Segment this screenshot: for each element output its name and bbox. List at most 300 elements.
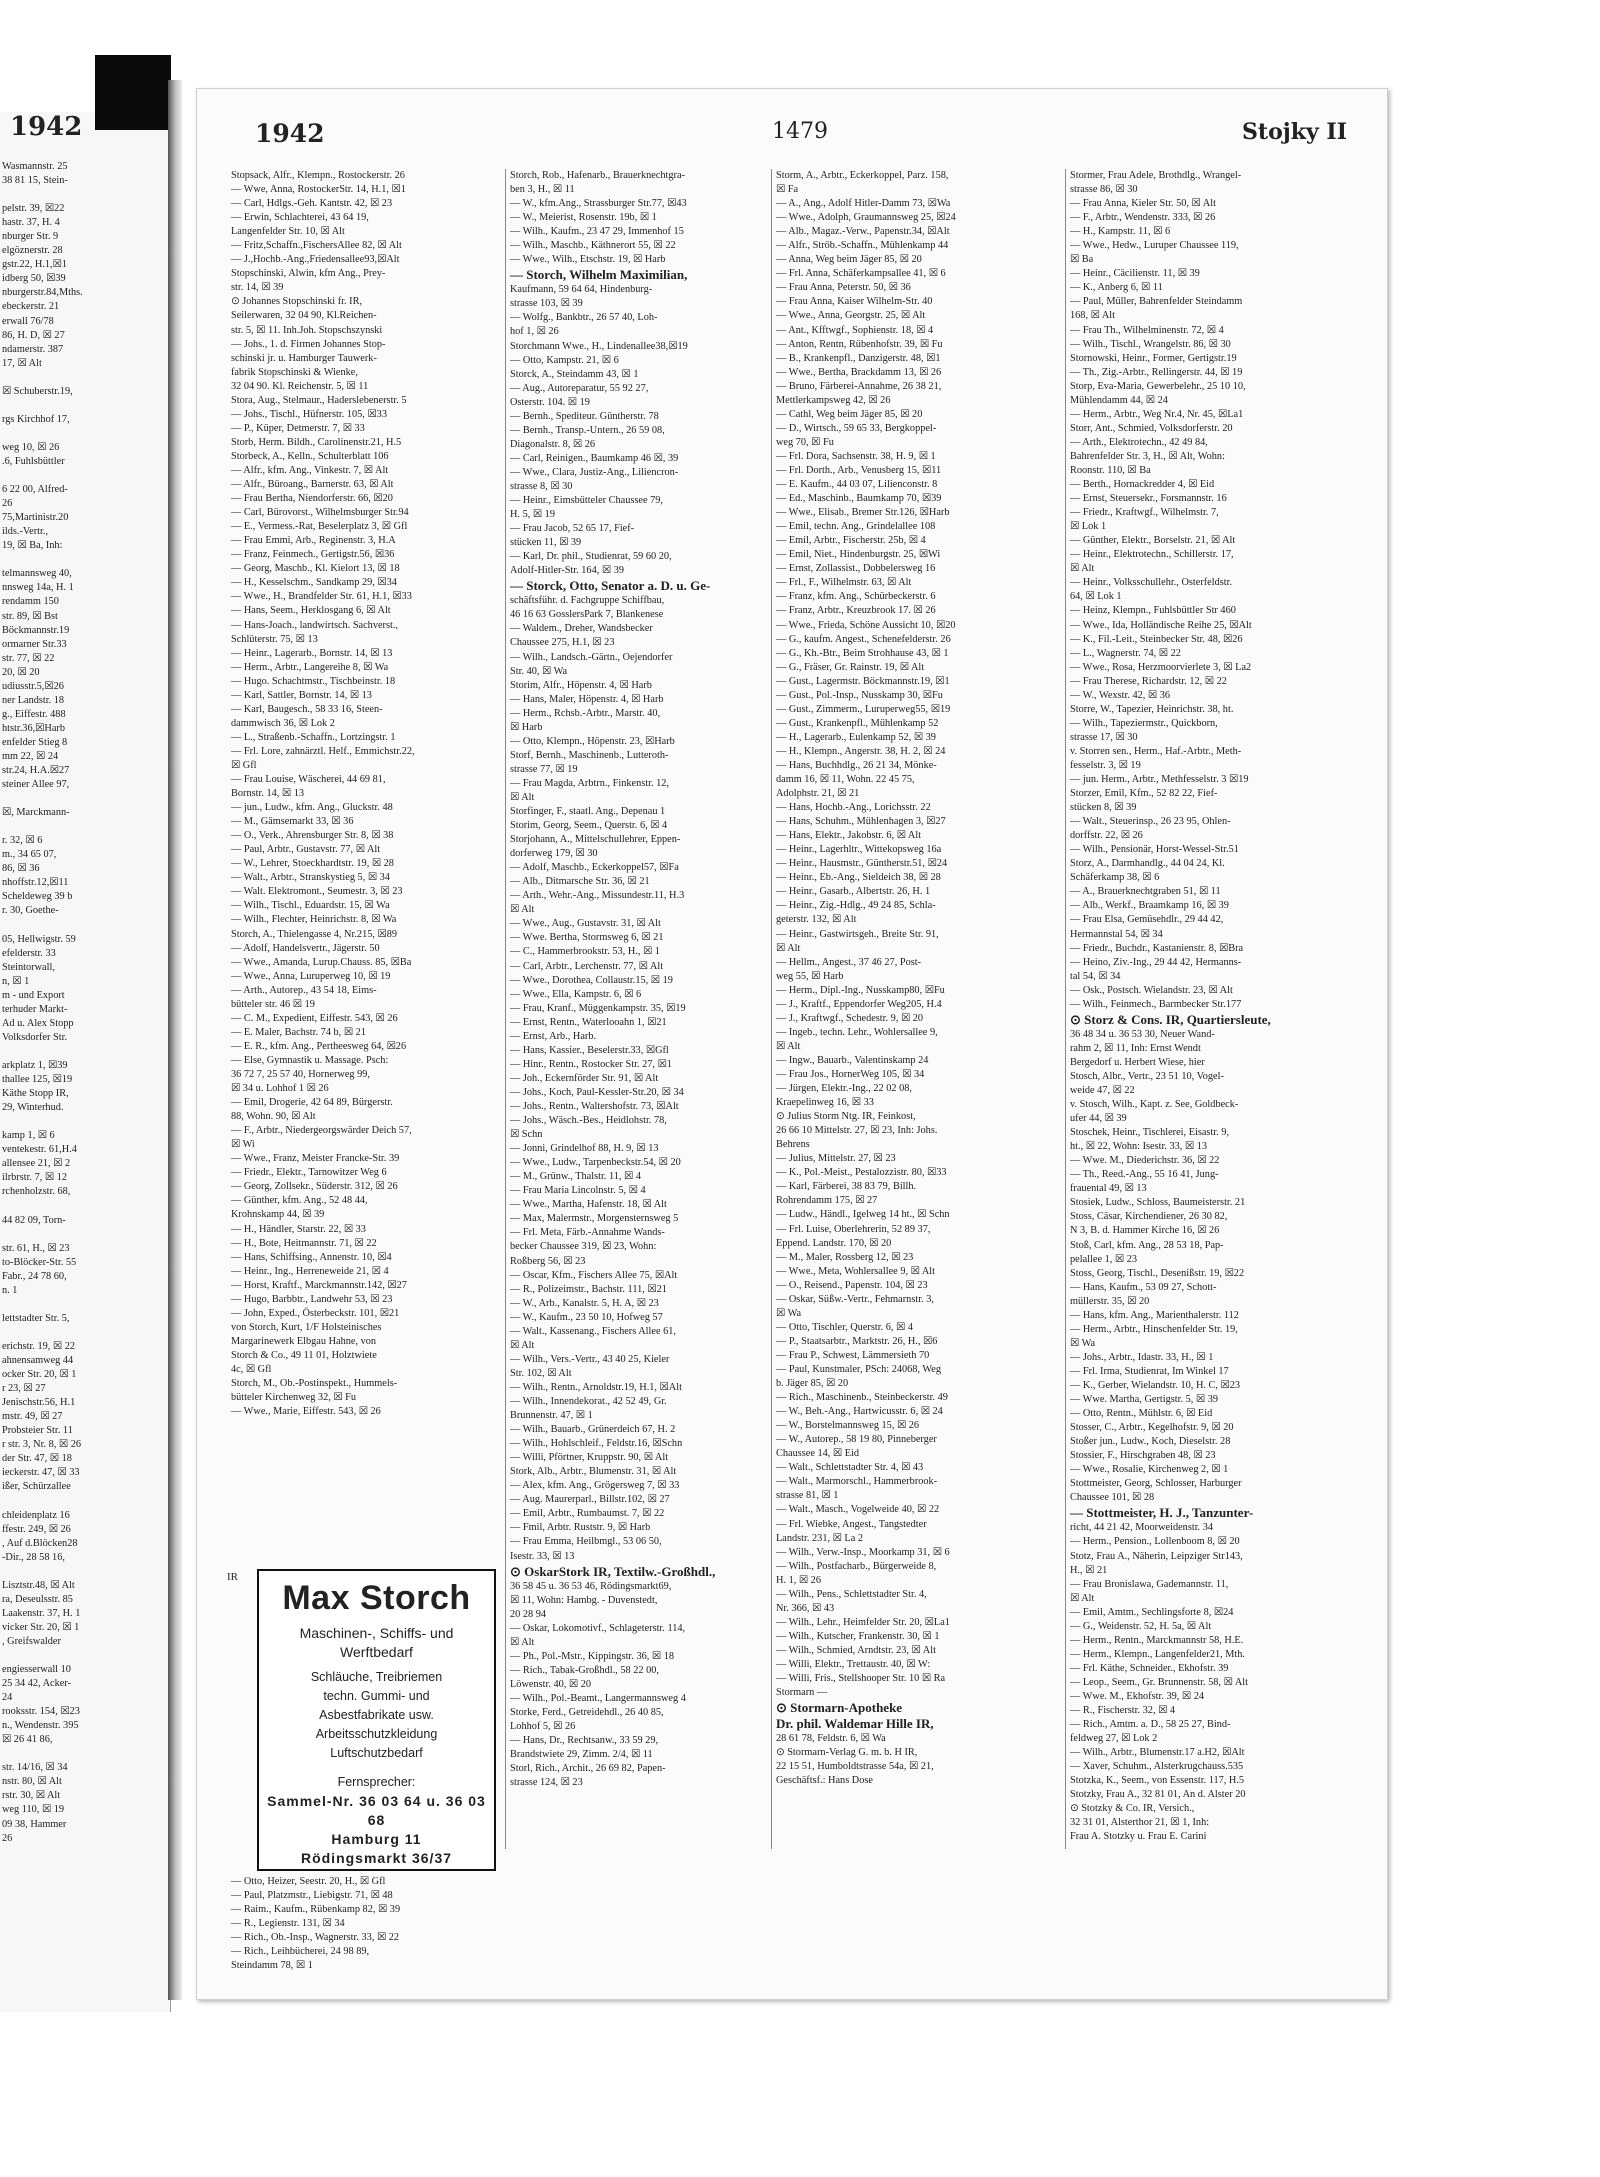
left-page-line: ☒ Schuberstr.19, <box>2 385 73 397</box>
left-page-line: 86, ☒ 36 <box>2 863 40 875</box>
left-page-line: arkplatz 1, ☒39 <box>2 1060 68 1071</box>
directory-entry-line: — E. R., kfm. Ang., Pertheesweg 64, ☒26 <box>231 1040 407 1052</box>
left-page-line: rendamm 150 <box>2 596 59 608</box>
directory-entry-line: — W., Beh.-Ang., Hartwicusstr. 6, ☒ 24 <box>776 1406 943 1418</box>
directory-entry-line: — jun. Herm., Arbtr., Methfesselstr. 3 ☒19 <box>1070 774 1249 786</box>
left-page-line: ahnensamweg 44 <box>2 1354 74 1366</box>
directory-entry-line: — Max, Malermstr., Morgensternsweg 5 <box>510 1213 679 1225</box>
directory-entry-line: — H., Händler, Starstr. 22, ☒ 33 <box>231 1223 366 1235</box>
directory-entry-line: — Wilh., Pens., Schlettstadter Str. 4, <box>776 1588 927 1600</box>
directory-entry-line: — W., Lehrer, Stoeckhardtstr. 19, ☒ 28 <box>231 858 394 870</box>
left-page-line: 25 34 42, Acker- <box>2 1678 71 1690</box>
directory-entry-line: — Hans-Joach., landwirtsch. Sachverst., <box>231 619 398 631</box>
directory-entry-line: — Cathl, Weg beim Jäger 85, ☒ 20 <box>776 408 923 420</box>
directory-entry-line: bütteler Kirchenweg 32, ☒ Fu <box>231 1392 357 1404</box>
directory-entry-line: — Karl, Sattler, Bornstr. 14, ☒ 13 <box>231 689 372 701</box>
directory-entry-line: H. 5, ☒ 19 <box>510 509 555 521</box>
directory-entry-line: — Walt., Arbtr., Stranskystieg 5, ☒ 34 <box>231 872 390 884</box>
directory-entry-line: ☒ Fa <box>776 184 799 196</box>
directory-entry-line: — Ernst, Zollassist., Dobbelersweg 16 <box>776 563 936 575</box>
directory-entry-line: — Franz, Feinmech., Gertigstr.56, ☒36 <box>231 549 395 561</box>
directory-entry-line: — Emil, Arbtr., Fischerstr. 25b, ☒ 4 <box>776 535 926 547</box>
directory-entry-line: — Heinr., Cäcilienstr. 11, ☒ 39 <box>1070 268 1200 280</box>
left-page-line: mm 22, ☒ 24 <box>2 750 59 762</box>
directory-entry-line: Storjohann, A., Mittelschullehrer, Eppen- <box>510 834 681 846</box>
directory-entry-line: Stormer, Frau Adele, Brothdlg., Wrangel- <box>1070 170 1242 181</box>
directory-entry-line: 32 31 01, Alsterthor 21, ☒ 1, Inh: <box>1070 1817 1210 1829</box>
directory-entry-line: — P., Staatsarbtr., Marktstr. 26, H., ☒6 <box>776 1335 938 1347</box>
directory-entry-line: — Friedr., Buchdr., Kastanienstr. 8, ☒Bra <box>1070 942 1244 954</box>
directory-entry-line: — Karl, Dr. phil., Studienrat, 59 60 20, <box>510 551 672 563</box>
left-page-line: weg 10, ☒ 26 <box>2 441 60 453</box>
left-page-line: idberg 50, ☒39 <box>2 273 66 285</box>
directory-entry-line: Mettlerkampsweg 42, ☒ 26 <box>776 394 891 406</box>
directory-entry-line: — Wwe., Anna, Georgstr. 25, ☒ Alt <box>776 310 926 322</box>
left-page-line: 29, Winterhud. <box>2 1102 64 1114</box>
left-page-line: lettstadter Str. 5, <box>2 1312 70 1324</box>
directory-entry-line: ☒ Alt <box>510 904 535 916</box>
directory-entry-line: — Wwe. M., Ekhofstr. 39, ☒ 24 <box>1070 1690 1205 1702</box>
directory-entry-line: — Ernst, Steuersekr., Forsmannstr. 16 <box>1070 493 1227 505</box>
directory-entry-line: Storl, Rich., Archit., 26 69 82, Papen- <box>510 1763 666 1775</box>
directory-entry-line: — Raim., Kaufm., Rübenkamp 82, ☒ 39 <box>231 1904 401 1916</box>
directory-entry-line: — Wwe., H., Brandfelder Str. 61, H.1, ☒33 <box>231 591 412 603</box>
directory-entry-line: — B., Krankenpfl., Danzigerstr. 48, ☒1 <box>776 352 941 364</box>
directory-entry-line: — Herm., Rchsb.-Arbtr., Marstr. 40, <box>510 707 661 719</box>
directory-entry-line: — K., Anberg 6, ☒ 11 <box>1070 282 1163 294</box>
directory-entry-line: — Herm., Arbtr., Weg Nr.4, Nr. 45, ☒La1 <box>1070 408 1244 420</box>
directory-entry-line: ☒ Wi <box>231 1139 255 1151</box>
left-page-line: der Str. 47, ☒ 18 <box>2 1453 72 1465</box>
directory-entry-line: — Frau Bertha, Niendorferstr. 66, ☒20 <box>231 493 393 505</box>
directory-entry-line: Stopsack, Alfr., Klempn., Rostockerstr. 26 <box>231 170 405 181</box>
directory-entry-line: — Alfr., Ströb.-Schaffn., Mühlenkamp 44 <box>776 240 949 252</box>
directory-entry-line: — C., Hammerbrookstr. 53, H., ☒ 1 <box>510 946 660 958</box>
directory-entry-line: — A., Brauerknechtgraben 51, ☒ 11 <box>1070 886 1221 898</box>
left-page-line: 6 22 00, Alfred- <box>2 484 68 496</box>
directory-entry-line: — Hans, Kaufm., 53 09 27, Schott- <box>1070 1281 1217 1293</box>
left-page-line: nburger Str. 9 <box>2 231 59 243</box>
left-page-line: 09 38, Hammer <box>2 1818 67 1830</box>
directory-entry-line: ☒ 11, Wohn: Hambg. - Duvenstedt, <box>510 1594 658 1606</box>
directory-entry-line: Stoss, Cäsar, Kirchendiener, 26 30 82, <box>1070 1211 1228 1223</box>
directory-entry-line: — W., Autorep., 58 19 80, Pinneberger <box>776 1434 937 1446</box>
directory-entry-line: Roonstr. 110, ☒ Ba <box>1070 464 1151 476</box>
directory-entry-line: — Wilh., Pol.-Beamt., Langermannsweg 4 <box>510 1692 686 1704</box>
directory-entry-line: — Wolfg., Bankbtr., 26 57 40, Loh- <box>510 312 658 324</box>
directory-entry-line: — Wilh., Vers.-Vertr., 43 40 25, Kieler <box>510 1353 670 1365</box>
directory-entry-line: — Alb., Ditmarsche Str. 36, ☒ 21 <box>510 876 650 888</box>
directory-entry-line: Schlüterstr. 75, ☒ 13 <box>231 633 318 645</box>
directory-entry-line: — Johs., Arbtr., Idastr. 33, H., ☒ 1 <box>1070 1351 1214 1363</box>
directory-entry-line: — Herm., Dipl.-Ing., Nusskamp80, ☒Fu <box>776 984 945 996</box>
directory-entry-line: — Hans, Maler, Höpenstr. 4, ☒ Harb <box>510 693 664 705</box>
directory-entry-line: — Günther, Elektr., Borselstr. 21, ☒ Alt <box>1070 535 1236 547</box>
directory-entry-line: Storim, Georg, Seem., Querstr. 6, ☒ 4 <box>510 820 668 832</box>
directory-entry-line: — Walt., Steuerinsp., 26 23 95, Ohlen- <box>1070 816 1231 828</box>
directory-entry-line: — C. M., Expedient, Eiffestr. 543, ☒ 26 <box>231 1012 398 1024</box>
directory-entry-line: ☒ Ba <box>1070 254 1094 266</box>
directory-entry-line: — Frau Louise, Wäscherei, 44 69 81, <box>231 774 386 786</box>
left-page-line <box>2 399 167 413</box>
directory-entry-line: Storch, M., Ob.-Postinspekt., Hummels- <box>231 1378 398 1390</box>
directory-entry-line: — Erwin, Schlachterei, 43 64 19, <box>231 212 369 224</box>
max-storch-advertisement <box>257 1569 496 1871</box>
directory-entry-line: Stoschek, Heinr., Tischlerei, Eisastr. 9, <box>1070 1127 1230 1139</box>
directory-entry-line: — Karl, Baugesch., 58 33 16, Steen- <box>231 703 383 715</box>
directory-entry-line: Langenfelder Str. 10, ☒ Alt <box>231 226 345 238</box>
directory-entry-line: — Wilh., Landsch.-Gärtn., Oejendorfer <box>510 651 673 663</box>
directory-entry-line: — L., Straßenb.-Schaffn., Lortzingstr. 1 <box>231 731 396 743</box>
directory-entry-line: — Ant., Kfftwgf., Sophienstr. 18, ☒ 4 <box>776 324 934 336</box>
directory-entry-line: ☒ Alt <box>510 791 535 803</box>
directory-entry-line: Bergedorf u. Herbert Wiese, hier <box>1070 1056 1205 1068</box>
left-page-line: steiner Allee 97, <box>2 779 70 791</box>
directory-entry-line: — M., Gämsemarkt 33, ☒ 36 <box>231 816 354 828</box>
column-1 <box>231 169 501 1557</box>
directory-entry-line: — Wwe. Martha, Gertigstr. 5, ☒ 39 <box>1070 1394 1219 1406</box>
left-page-line <box>2 1298 167 1312</box>
directory-entry-line: — Wwe., Clara, Justiz-Ang., Liliencron- <box>510 466 679 478</box>
directory-entry-line: ☒ Alt <box>776 1040 801 1052</box>
left-page-line: ilds.-Vertr., <box>2 526 49 538</box>
directory-entry-line: geterstr. 132, ☒ Alt <box>776 914 857 926</box>
directory-entry-line: — Wwe., Elisab., Bremer Str.126, ☒Harb <box>776 507 950 519</box>
ad-line: Schläuche, Treibriemen <box>310 1670 443 1684</box>
left-page-line <box>2 820 167 834</box>
left-page-line: ☒ 26 41 86, <box>2 1734 53 1746</box>
directory-entry-line: — Hugo, Barbbtr., Landwehr 53, ☒ 23 <box>231 1293 393 1305</box>
directory-entry-line: — Franz, kfm. Ang., Schürbeckerstr. 6 <box>776 591 936 603</box>
directory-entry-line: — Wilh., Lehr., Heimfelder Str. 20, ☒La1 <box>776 1616 950 1628</box>
directory-entry-line: — Wwe., Franz, Meister Francke-Str. 39 <box>231 1153 400 1165</box>
directory-page <box>196 88 1388 2000</box>
directory-entry-line: Adolf-Hitler-Str. 164, ☒ 39 <box>510 565 624 577</box>
directory-entry-line: Bornstr. 14, ☒ 13 <box>231 788 305 800</box>
directory-entry-line: frauental 49, ☒ 13 <box>1070 1183 1147 1195</box>
directory-entry-line: Geschäftsf.: Hans Dose <box>776 1775 873 1787</box>
directory-entry-line: Kaufmann, 59 64 64, Hindenburg- <box>510 284 653 296</box>
directory-entry-line: Storbeck, A., Kelln., Schulterblatt 106 <box>231 450 389 462</box>
directory-entry-line: — Th., Zig.-Arbtr., Rellingerstr. 44, ☒ 19 <box>1070 366 1243 378</box>
directory-entry-line: — Rich., Tabak-Großhdl., 58 22 00, <box>510 1664 659 1676</box>
left-page-line: ventekestr. 61,H.4 <box>2 1144 77 1156</box>
directory-entry-line: — Waldem., Dreher, Wandsbecker <box>510 623 653 635</box>
directory-entry-line: Dr. phil. Waldemar Hille IR, <box>776 1716 934 1732</box>
directory-entry-line: Eppend. Landstr. 170, ☒ 20 <box>776 1237 892 1249</box>
directory-entry-line: — Günther, kfm. Ang., 52 48 44, <box>231 1195 368 1207</box>
column-4 <box>1065 169 1370 1849</box>
ad-line: Hamburg 11 <box>331 1831 422 1847</box>
directory-entry-line: — L., Wagnerstr. 74, ☒ 22 <box>1070 647 1181 659</box>
left-page-line: Probsteier Str. 11 <box>2 1425 73 1437</box>
left-page-year: 1942 <box>10 112 83 142</box>
directory-entry-line: Stottmeister, Georg, Schlosser, Harburger <box>1070 1478 1242 1490</box>
left-page-line: 44 82 09, Torn- <box>2 1214 66 1226</box>
directory-entry-line: — Walt., Kassenang., Fischers Allee 61, <box>510 1325 676 1337</box>
directory-entry-line: — Carl, Arbtr., Lerchenstr. 77, ☒ Alt <box>510 960 664 972</box>
directory-entry-line: richt, 44 21 42, Moorweidenstr. 34 <box>1070 1522 1213 1534</box>
left-page-line <box>2 188 167 202</box>
directory-entry-line: — Herm., Arbtr., Hinschenfelder Str. 19, <box>1070 1323 1238 1335</box>
directory-entry-line: — Ludw., Händl., Igelweg 14 ht., ☒ Schn <box>776 1209 950 1221</box>
directory-entry-line: Storck, A., Steindamm 43, ☒ 1 <box>510 368 639 380</box>
directory-entry-line: 36 48 34 u. 36 53 30, Neuer Wand- <box>1070 1028 1215 1040</box>
directory-entry-line: — Friedr., Kraftwgf., Wilhelmstr. 7, <box>1070 507 1219 519</box>
directory-entry-line: — W., kfm.Ang., Strassburger Str.77, ☒43 <box>510 198 687 210</box>
directory-entry-line: — Oskar, Süßw.-Vertr., Fehmarnstr. 3, <box>776 1293 934 1305</box>
directory-entry-line: — Carl, Bürovorst., Wilhelmsburger Str.94 <box>231 507 409 519</box>
directory-entry-line: — Friedr., Elektr., Tarnowitzer Weg 6 <box>231 1167 387 1179</box>
directory-entry-line: — Wilh., Tapeziermstr., Quickborn, <box>1070 717 1218 729</box>
directory-entry-line: — Emil, Arbtr., Rumbaumst. 7, ☒ 22 <box>510 1508 665 1520</box>
directory-entry-line: Adolphstr. 21, ☒ 21 <box>776 788 860 800</box>
directory-entry-line: Chaussee 275, H.1, ☒ 23 <box>510 637 615 649</box>
directory-entry-line: Krohnskamp 44, ☒ 39 <box>231 1209 325 1221</box>
directory-entry-line: — G., Fräser, Gr. Rainstr. 19, ☒ Alt <box>776 661 925 673</box>
ad-line: Werftbedarf <box>340 1644 413 1660</box>
directory-entry-line: — H., Lagerarb., Eulenkamp 52, ☒ 39 <box>776 731 936 743</box>
directory-entry-line: Roßberg 56, ☒ 23 <box>510 1255 586 1267</box>
directory-entry-line: Storzer, Emil, Kfm., 52 82 22, Fief- <box>1070 788 1218 800</box>
directory-entry-line: — Heinr., Hausmstr., Güntherstr.51, ☒24 <box>776 858 948 870</box>
directory-entry-line: — Willi, Pförtner, Kruppstr. 90, ☒ Alt <box>510 1452 669 1464</box>
directory-entry-line: — H., Klempn., Angerstr. 38, H. 2, ☒ 24 <box>776 745 946 757</box>
left-page-line: 38 81 15, Stein- <box>2 175 68 187</box>
directory-entry-line: Stoß, Carl, kfm. Ang., 28 53 18, Pap- <box>1070 1239 1224 1251</box>
directory-entry-line: Stopschinski, Alwin, kfm Ang., Prey- <box>231 268 386 280</box>
left-page-line: Laakenstr. 37, H. 1 <box>2 1607 81 1619</box>
directory-entry-line: — Wwe., Dorothea, Collaustr.15, ☒ 19 <box>510 974 673 986</box>
directory-entry-line: — Wwe., Frieda, Schöne Aussicht 10, ☒20 <box>776 619 956 631</box>
left-page-line: Scheldeweg 39 b <box>2 891 73 903</box>
directory-entry-line: — Jürgen, Elektr.-Ing., 22 02 08, <box>776 1083 912 1095</box>
left-page-line: efelderstr. 33 <box>2 947 56 959</box>
directory-entry-line: Löwenstr. 40, ☒ 20 <box>510 1678 592 1690</box>
directory-entry-line: — Gust., Krankenpfl., Mühlenkamp 52 <box>776 717 939 729</box>
directory-entry-line: — Wilh., Postfacharb., Bürgerweide 8, <box>776 1560 937 1572</box>
directory-entry-line: — O., Verk., Ahrensburger Str. 8, ☒ 38 <box>231 830 394 842</box>
left-page-line: r str. 3, Nr. 8, ☒ 26 <box>2 1439 82 1451</box>
left-page-line: to-Blöcker-Str. 55 <box>2 1256 77 1268</box>
left-page-line: n. 1 <box>2 1284 18 1296</box>
directory-entry-line: 46 16 63 GosslersPark 7, Blankenese <box>510 609 664 621</box>
directory-entry-line: ☒ Harb <box>510 721 543 733</box>
directory-entry-line: Stork, Alb., Arbtr., Blumenstr. 31, ☒ Alt <box>510 1466 677 1478</box>
directory-entry-line: Stornowski, Heinr., Former, Gertigstr.19 <box>1070 352 1237 364</box>
left-page-line: hastr. 37, H. 4 <box>2 217 60 229</box>
directory-entry-line: — Willi, Fris., Stellshooper Str. 10 ☒ Ra <box>776 1673 946 1685</box>
left-page-line <box>2 1199 167 1213</box>
directory-entry-line: — Hans, Schuhm., Mühlenhagen 3, ☒27 <box>776 816 946 828</box>
left-page-line: str.24, H.A.☒27 <box>2 765 70 777</box>
left-page-line: kamp 1, ☒ 6 <box>2 1130 55 1142</box>
directory-entry-line: — Alb., Magaz.-Verw., Papenstr.34, ☒Alt <box>776 226 950 238</box>
directory-entry-line: — Ed., Maschinb., Baumkamp 70, ☒39 <box>776 493 942 505</box>
directory-entry-line: — Frau P., Schwest, Lämmersieth 70 <box>776 1349 930 1361</box>
directory-entry-line: Frau A. Stotzky u. Frau E. Carini <box>1070 1831 1207 1843</box>
directory-entry-line: — O., Reisend., Papenstr. 104, ☒ 23 <box>776 1279 928 1291</box>
directory-entry-line: — Wilh., Kutscher, Frankenstr. 30, ☒ 1 <box>776 1630 940 1642</box>
left-page-line: 26 <box>2 1832 13 1844</box>
directory-entry-line: — Ingeb., techn. Lehr., Wohlersallee 9, <box>776 1026 938 1038</box>
directory-entry-line: — Wwe., Marie, Eiffestr. 543, ☒ 26 <box>231 1406 381 1418</box>
directory-entry-line: — Xaver, Schuhm., Alsterkrugchauss.535 <box>1070 1761 1244 1773</box>
directory-entry-line: — Frau Emmi, Arb., Reginenstr. 3, H.A <box>231 535 396 547</box>
left-page-line: rooksstr. 154, ☒23 <box>2 1706 80 1718</box>
directory-entry-line: — Frl. Wiebke, Angest., Tangstedter <box>776 1518 927 1530</box>
left-page-line <box>2 1326 167 1340</box>
directory-entry-line: ☒ Schn <box>510 1129 543 1141</box>
left-page-line: rstr. 30, ☒ Alt <box>2 1790 61 1802</box>
left-page-line: str. 61, H., ☒ 23 <box>2 1242 70 1254</box>
directory-entry-line: — Oscar, Kfm., Fischers Allee 75, ☒Alt <box>510 1269 678 1281</box>
directory-entry-line: — Otto, Rentn., Mühlstr. 6, ☒ Eid <box>1070 1408 1213 1420</box>
directory-entry-line: Storchmann Wwe., H., Lindenallee38,☒19 <box>510 340 688 352</box>
directory-entry-line: ⊙ Stormarn-Verlag G. m. b. H IR, <box>776 1747 918 1759</box>
directory-entry-line: — Bruno, Färberei-Annahme, 26 38 21, <box>776 380 942 392</box>
directory-entry-line: — Frl. Irma, Studienrat, Im Winkel 17 <box>1070 1365 1229 1377</box>
directory-entry-line: — Anna, Weg beim Jäger 85, ☒ 20 <box>776 254 922 266</box>
directory-entry-line: — Wwe., Hedw., Luruper Chaussee 119, <box>1070 240 1239 252</box>
directory-entry-line: — Otto, Kampstr. 21, ☒ 6 <box>510 354 619 366</box>
directory-entry-line: — Johs., 1. d. Firmen Johannes Stop- <box>231 338 386 350</box>
directory-entry-line: — Gust., Lagermstr. Böckmannstr.19, ☒1 <box>776 675 950 687</box>
directory-entry-line: — Wilh., Hohlschleif., Feldstr.16, ☒Schn <box>510 1438 683 1450</box>
directory-entry-line: — Heinr., Gastwirtsgeh., Breite Str. 91, <box>776 928 939 940</box>
ad-line: Arbeitsschutzkleidung <box>315 1727 438 1741</box>
directory-entry-line: becker Chaussee 319, ☒ 23, Wohn: <box>510 1241 657 1253</box>
left-page-line: 24 <box>2 1692 13 1704</box>
left-page-line: n, ☒ 1 <box>2 975 30 987</box>
directory-entry-line: — K., Fil.-Leit., Steinbecker Str. 48, ☒26 <box>1070 633 1243 645</box>
directory-entry-line: Storch & Co., 49 11 01, Holztwiete <box>231 1349 377 1361</box>
left-page-line: erwall 76/78 <box>2 315 54 327</box>
directory-entry-line: — Heinz, Klempn., Fuhlsbüttler Str 460 <box>1070 605 1236 617</box>
directory-entry-line: — Anton, Rentn, Rübenhofstr. 39, ☒ Fu <box>776 338 943 350</box>
directory-entry-line: — Heinr., Eimsbütteler Chaussee 79, <box>510 495 663 507</box>
directory-entry-line: — Rich., Ob.-Insp., Wagnerstr. 33, ☒ 22 <box>231 1932 400 1944</box>
directory-entry-line: — W., Borstelmannsweg 15, ☒ 26 <box>776 1420 920 1432</box>
directory-entry-line: — Hans, Elektr., Jakobstr. 6, ☒ Alt <box>776 830 922 842</box>
directory-entry-line: — K., Gerber, Wielandstr. 10, H. C, ☒23 <box>1070 1379 1241 1391</box>
directory-entry-line: ⊙ Julius Storm Ntg. IR, Feinkost, <box>776 1111 916 1123</box>
directory-entry-line: — Wilh., Bauarb., Grünerdeich 67, H. 2 <box>510 1424 676 1436</box>
directory-entry-line: — Aug., Autoreparatur, 55 92 27, <box>510 382 649 394</box>
directory-entry-line: — Hans, Schiffsing., Annenstr. 10, ☒4 <box>231 1251 392 1263</box>
directory-entry-line: Stora, Aug., Stelmaur., Haderslebenerstr. 5 <box>231 394 407 406</box>
left-page-line: ilrbrstr. 7, ☒ 12 <box>2 1172 68 1184</box>
directory-entry-line: ht., ☒ 22, Wohn: Isestr. 33, ☒ 13 <box>1070 1141 1208 1153</box>
directory-entry-line: 64, ☒ Lok 1 <box>1070 591 1122 603</box>
directory-entry-line: — Hellm., Angest., 37 46 27, Post- <box>776 956 922 968</box>
directory-entry-line: Str. 40, ☒ Wa <box>510 665 568 677</box>
directory-entry-line: N 3, B. d. Hammer Kirche 16, ☒ 26 <box>1070 1225 1220 1237</box>
directory-entry-line: — D., Wirtsch., 59 65 33, Bergkoppel- <box>776 422 937 434</box>
directory-entry-line: — jun., Ludw., kfm. Ang., Gluckstr. 48 <box>231 802 393 814</box>
directory-entry-line: — Frau Th., Wilhelminenstr. 72, ☒ 4 <box>1070 324 1224 336</box>
left-page-line: str. 14/16, ☒ 34 <box>2 1762 68 1774</box>
left-page-line: engiesserwall 10 <box>2 1664 71 1676</box>
directory-entry-line: — Wwe., Wilh., Etschstr. 19, ☒ Harb <box>510 254 666 266</box>
directory-entry-line: — Wwe., Ida, Holländische Reihe 25, ☒Alt <box>1070 619 1252 631</box>
left-page-line: Fabr., 24 78 60, <box>2 1270 67 1282</box>
directory-entry-line: Stoss, Georg, Tischl., Desenißstr. 19, ☒22 <box>1070 1267 1245 1279</box>
directory-entry-line: — Herm., Klempn., Langenfelder21, Mth. <box>1070 1648 1246 1660</box>
directory-entry-line: fesselstr. 3, ☒ 19 <box>1070 759 1141 771</box>
left-page-line: ner Landstr. 18 <box>2 694 65 706</box>
directory-entry-line: — Oskar, Lokomotivf., Schlageterstr. 114, <box>510 1622 686 1634</box>
directory-entry-line: — Horst, Kraftf., Marckmannstr.142, ☒27 <box>231 1279 407 1291</box>
left-page-line: .6, Fuhlsbüttler <box>2 455 65 467</box>
directory-entry-line: Chaussee 14, ☒ Eid <box>776 1448 860 1460</box>
directory-entry-line: — Ernst, Rentn., Waterlooahn 1, ☒21 <box>510 1016 667 1028</box>
directory-entry-line: — Jonni, Grindelhof 88, H. 9, ☒ 13 <box>510 1143 659 1155</box>
directory-entry-line: — J., Kraftf., Eppendorfer Weg205, H.4 <box>776 998 942 1010</box>
left-page-line <box>2 371 167 385</box>
directory-entry-line: — G., kaufm. Angest., Schenefelderstr. 26 <box>776 633 951 645</box>
directory-entry-line: Nr. 366, ☒ 43 <box>776 1602 835 1614</box>
left-page-line: elgöznerstr. 28 <box>2 245 63 257</box>
directory-entry-line: — Heino, Ziv.-Ing., 29 44 42, Hermanns- <box>1070 956 1242 968</box>
directory-entry-line: str. 5, ☒ 11. Inh.Joh. Stopschszynski <box>231 324 383 336</box>
directory-entry-line: Stossier, F., Hirschgraben 48, ☒ 23 <box>1070 1450 1216 1462</box>
directory-entry-line: schäftsführ. d. Fachgruppe Schiffbau, <box>510 595 665 607</box>
directory-entry-line: — R., Fischerstr. 32, ☒ 4 <box>1070 1705 1176 1717</box>
left-page-line <box>2 427 167 441</box>
directory-entry-line: — Adolf, Handelsvertr., Jägerstr. 50 <box>231 942 380 954</box>
directory-entry-line: strasse 124, ☒ 23 <box>510 1777 583 1789</box>
left-page-line: 17, ☒ Alt <box>2 357 42 369</box>
directory-entry-line: 20 28 94 <box>510 1608 547 1620</box>
directory-entry-line: — Storck, Otto, Senator a. D. u. Ge- <box>510 578 711 594</box>
directory-entry-line: ☒ 34 u. Lohhof 1 ☒ 26 <box>231 1083 329 1095</box>
directory-entry-line: — Paul, Kunstmaler, PSch: 24068, Weg <box>776 1363 942 1375</box>
directory-entry-line: — K., Pol.-Meist., Pestalozzistr. 80, ☒33 <box>776 1167 947 1179</box>
left-page-line: r. 32, ☒ 6 <box>2 835 43 847</box>
directory-entry-line: Storke, Ferd., Getreidehdl., 26 40 85, <box>510 1706 664 1718</box>
left-page-line: nburgerstr.84,Mths. <box>2 287 83 299</box>
left-page-line: weg 110, ☒ 19 <box>2 1804 65 1816</box>
directory-entry-line: — Fritz,Schaffn.,FischersAllee 82, ☒ Alt <box>231 240 402 252</box>
directory-entry-line: — Fmil, Arbtr. Ruststr. 9, ☒ Harb <box>510 1522 651 1534</box>
left-page-line: Wasmannstr. 25 <box>2 161 68 172</box>
directory-entry-line: — Frau Therese, Richardstr. 12, ☒ 22 <box>1070 675 1227 687</box>
left-page-line <box>2 469 167 483</box>
directory-entry-line: dorferweg 179, ☒ 30 <box>510 848 598 860</box>
directory-entry-line: — Stottmeister, H. J., Tanzunter- <box>1070 1505 1254 1521</box>
left-page-line <box>2 1494 167 1508</box>
directory-entry-line: — Herm., Rentn., Marckmannstr 58, H.E. <box>1070 1634 1244 1646</box>
directory-entry-line: — Franz, Arbtr., Kreuzbrook 17. ☒ 26 <box>776 605 936 617</box>
directory-entry-line: — Hans, Kassier., Beselerstr.33, ☒Gfl <box>510 1044 669 1056</box>
ad-body <box>259 1624 494 1868</box>
directory-entry-line: — Alfr., kfm. Ang., Vinkestr. 7, ☒ Alt <box>231 464 389 476</box>
ad-registration-mark: IR <box>227 1571 238 1583</box>
directory-entry-line: 26 66 10 Mittelstr. 27, ☒ 23, Inh: Johs. <box>776 1125 938 1137</box>
left-page-line: Käthe Stopp IR, <box>2 1088 69 1100</box>
directory-entry-line: v. Storren sen., Herm., Haf.-Arbtr., Meth- <box>1070 745 1242 757</box>
directory-entry-line: — Frl. Käthe, Schneider., Ekhofstr. 39 <box>1070 1662 1229 1674</box>
left-page-line: terhuder Markt- <box>2 1003 68 1015</box>
left-page-line: rgs Kirchhof 17, <box>2 413 70 425</box>
directory-entry-line: Isestr. 33, ☒ 13 <box>510 1550 575 1562</box>
directory-entry-line: — Wwe., Ella, Kampstr. 6, ☒ 6 <box>510 988 642 1000</box>
left-page-line <box>2 1045 167 1059</box>
directory-entry-line: — H., Bote, Heitmannstr. 71, ☒ 22 <box>231 1237 377 1249</box>
left-page-line: nhoffstr.12,☒11 <box>2 877 69 889</box>
left-page-line: enfelder Stieg 8 <box>2 736 68 748</box>
